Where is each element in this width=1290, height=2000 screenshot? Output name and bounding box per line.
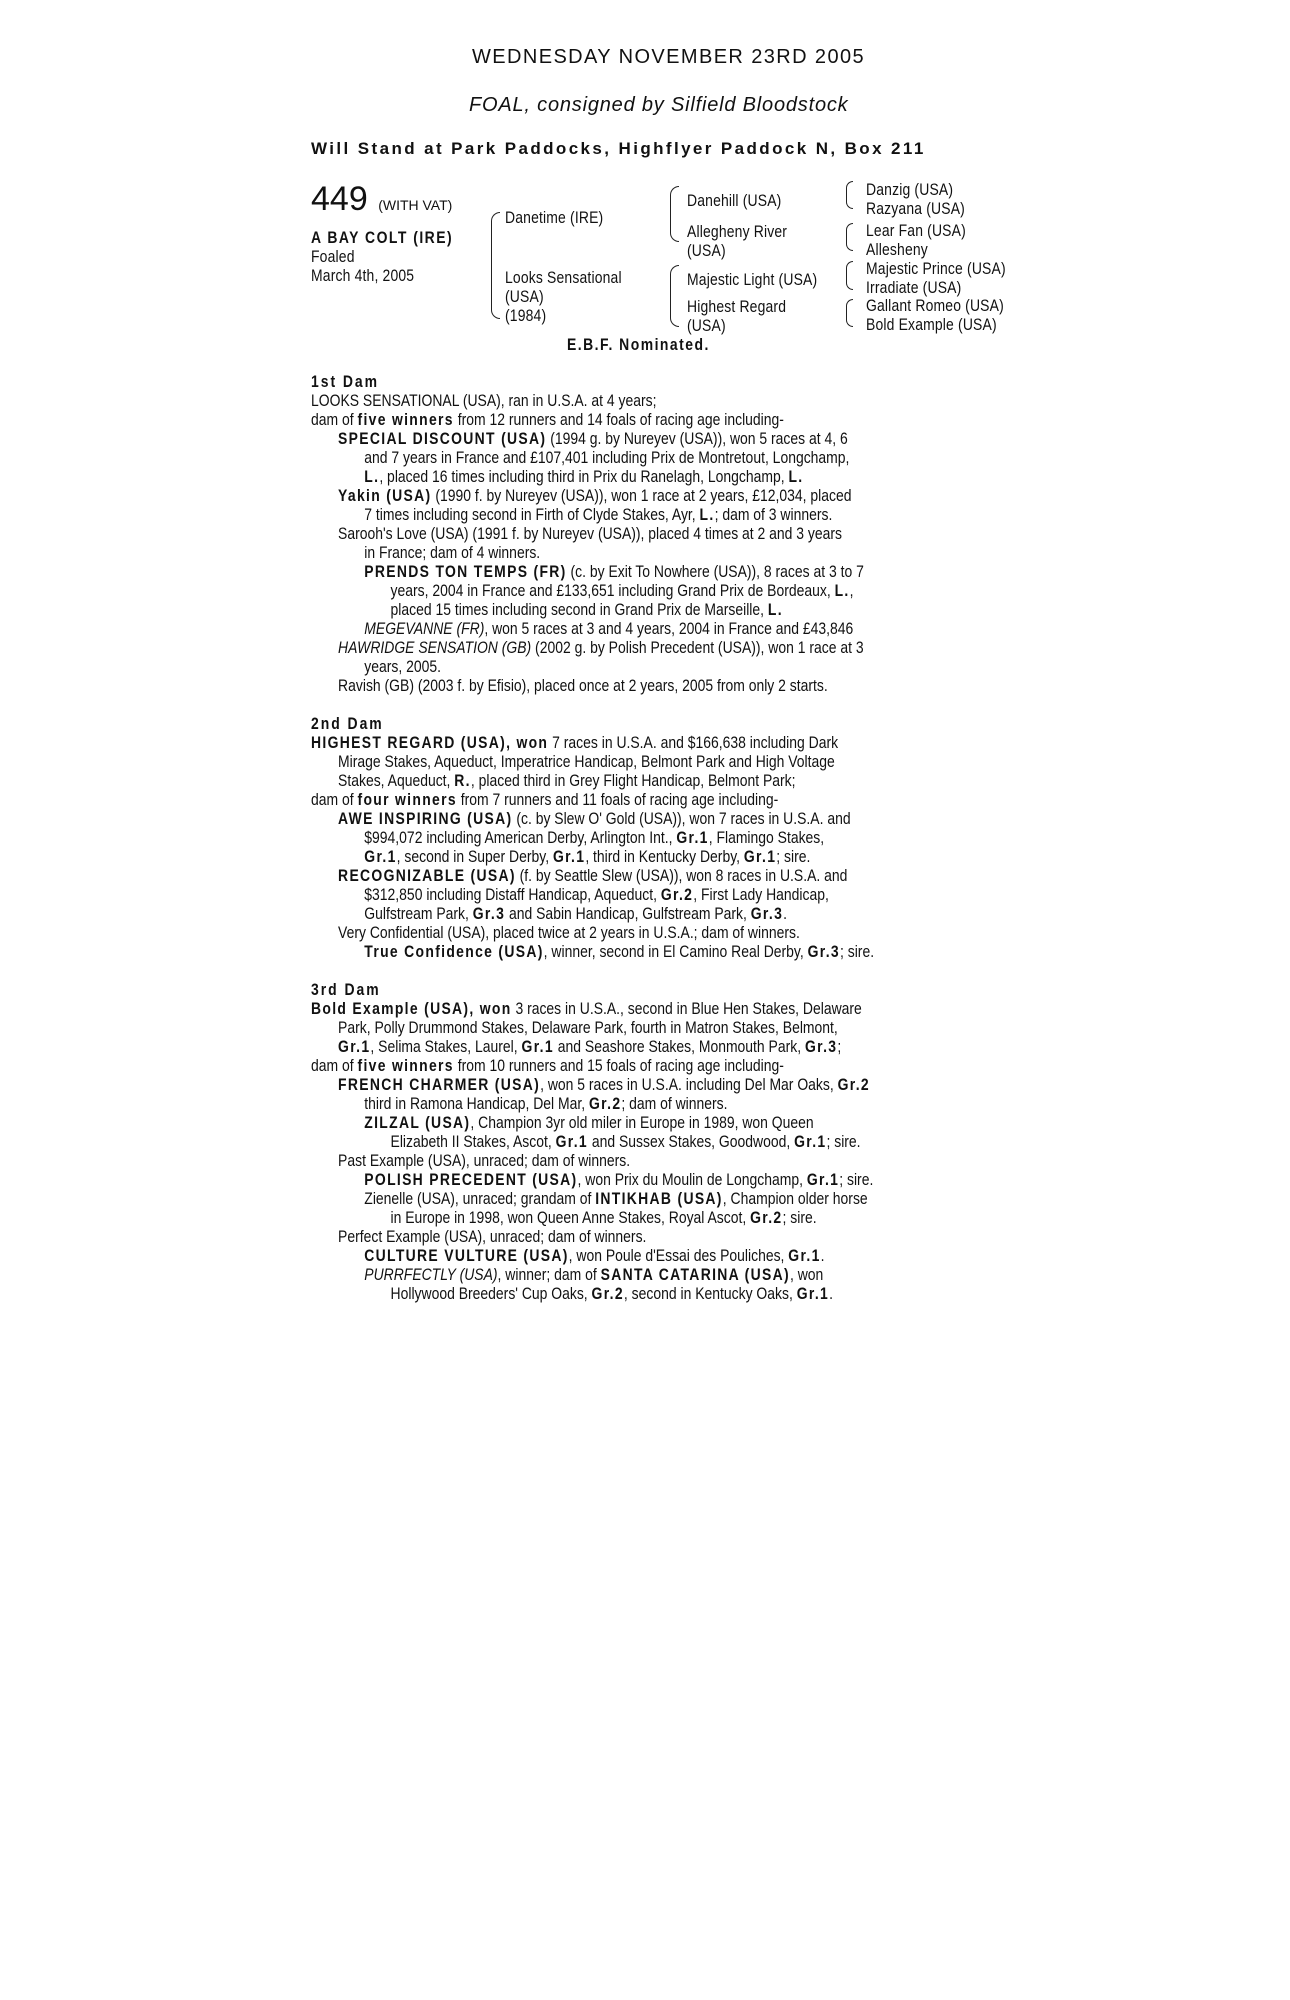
foaled-label: Foaled xyxy=(311,247,355,266)
first-dam-line: and 7 years in France and £107,401 including Prix de Montretout, Longchamp, xyxy=(364,448,850,467)
pedigree-dss: Majestic Prince (USA) xyxy=(866,259,1006,278)
pedigree-sss: Danzig (USA) xyxy=(866,180,954,199)
third-dam-line: FRENCH CHARMER (USA), won 5 races in U.S.A. including Del Mar Oaks, Gr.2 xyxy=(338,1075,870,1094)
first-dam-line: years, 2005. xyxy=(364,657,442,676)
first-dam-line: Sarooh's Love (USA) (1991 f. by Nureyev (USA)), placed 4 times at 2 and 3 years xyxy=(338,524,843,543)
third-dam-line: in Europe in 1998, won Queen Anne Stakes, Royal Ascot, Gr.2; sire. xyxy=(390,1208,817,1227)
pedigree-brace-dam xyxy=(670,265,679,327)
pedigree-dds: Gallant Romeo (USA) xyxy=(866,296,1004,315)
lot-description: A BAY COLT (IRE) xyxy=(311,228,454,247)
third-dam-line: CULTURE VULTURE (USA), won Poule d'Essai des Pouliches, Gr.1. xyxy=(364,1246,825,1265)
pedigree-sire-sire: Danehill (USA) xyxy=(687,191,782,210)
pedigree-sire-dam-line2: (USA) xyxy=(687,241,726,260)
first-dam-line: in France; dam of 4 winners. xyxy=(364,543,541,562)
second-dam-heading: 2nd Dam xyxy=(311,714,384,733)
third-dam-line: third in Ramona Handicap, Del Mar, Gr.2; dam of winners. xyxy=(364,1094,728,1113)
third-dam-line: Gr.1, Selima Stakes, Laurel, Gr.1 and Seashore Stakes, Monmouth Park, Gr.3; xyxy=(338,1037,842,1056)
first-dam-line: Yakin (USA) (1990 f. by Nureyev (USA)), won 1 race at 2 years, £12,034, placed xyxy=(338,486,852,505)
pedigree-brace-sire xyxy=(670,186,679,242)
first-dam-line: MEGEVANNE (FR), won 5 races at 3 and 4 years, 2004 in France and £43,846 xyxy=(364,619,854,638)
third-dam-line: Hollywood Breeders' Cup Oaks, Gr.2, second in Kentucky Oaks, Gr.1. xyxy=(390,1284,833,1303)
pedigree-sire: Danetime (IRE) xyxy=(505,208,604,227)
first-dam-line: placed 15 times including second in Grand Prix de Marseille, L. xyxy=(390,600,783,619)
pedigree-sdd: Allesheny xyxy=(866,240,928,259)
third-dam-line: ZILZAL (USA), Champion 3yr old miler in Europe in 1989, won Queen xyxy=(364,1113,814,1132)
first-dam-line: Ravish (GB) (2003 f. by Efisio), placed once at 2 years, 2005 from only 2 starts. xyxy=(338,676,828,695)
pedigree-sire-dam-line1: Allegheny River xyxy=(687,222,788,241)
pedigree-brace-sd xyxy=(846,223,853,251)
lot-number: 449 xyxy=(311,180,368,218)
pedigree-brace-dd xyxy=(846,299,853,327)
first-dam-line: dam of five winners from 12 runners and 14 foals of racing age including- xyxy=(311,410,784,429)
pedigree-ssd: Razyana (USA) xyxy=(866,199,965,218)
second-dam-line: HIGHEST REGARD (USA), won 7 races in U.S.A. and $166,638 including Dark xyxy=(311,733,839,752)
first-dam-line: PRENDS TON TEMPS (FR) (c. by Exit To Nowhere (USA)), 8 races at 3 to 7 xyxy=(364,562,864,581)
second-dam-line: Gulfstream Park, Gr.3 and Sabin Handicap, Gulfstream Park, Gr.3. xyxy=(364,904,788,923)
stand-location: Will Stand at Park Paddocks, Highflyer Paddock N, Box 211 xyxy=(311,139,926,158)
third-dam-line: Past Example (USA), unraced; dam of winners. xyxy=(338,1151,631,1170)
pedigree-dam-sire: Majestic Light (USA) xyxy=(687,270,818,289)
second-dam-line: $312,850 including Distaff Handicap, Aqueduct, Gr.2, First Lady Handicap, xyxy=(364,885,829,904)
second-dam-line: $994,072 including American Derby, Arlington Int., Gr.1, Flamingo Stakes, xyxy=(364,828,825,847)
first-dam-line: LOOKS SENSATIONAL (USA), ran in U.S.A. at 4 years; xyxy=(311,391,657,410)
first-dam-section xyxy=(311,372,1111,695)
pedigree-brace-ds xyxy=(846,261,853,290)
third-dam-line: Park, Polly Drummond Stakes, Delaware Park, fourth in Matron Stakes, Belmont, xyxy=(338,1018,838,1037)
second-dam-line: dam of four winners from 7 runners and 11 foals of racing age including- xyxy=(311,790,779,809)
pedigree-dam-line3: (1984) xyxy=(505,306,547,325)
second-dam-line: AWE INSPIRING (USA) (c. by Slew O' Gold (USA)), won 7 races in U.S.A. and xyxy=(338,809,851,828)
pedigree-dsd: Irradiate (USA) xyxy=(866,278,962,297)
third-dam-line: PURRFECTLY (USA), winner; dam of SANTA CATARINA (USA), won xyxy=(364,1265,824,1284)
first-dam-line: 7 times including second in Firth of Clyde Stakes, Ayr, L.; dam of 3 winners. xyxy=(364,505,833,524)
second-dam-line: Gr.1, second in Super Derby, Gr.1, third in Kentucky Derby, Gr.1; sire. xyxy=(364,847,811,866)
pedigree-brace-main xyxy=(491,212,500,319)
third-dam-line: Elizabeth II Stakes, Ascot, Gr.1 and Sussex Stakes, Goodwood, Gr.1; sire. xyxy=(390,1132,861,1151)
third-dam-line: POLISH PRECEDENT (USA), won Prix du Moulin de Longchamp, Gr.1; sire. xyxy=(364,1170,874,1189)
pedigree-dam-line2: (USA) xyxy=(505,287,544,306)
second-dam-line: True Confidence (USA), winner, second in El Camino Real Derby, Gr.3; sire. xyxy=(364,942,875,961)
foaled-date: March 4th, 2005 xyxy=(311,266,415,285)
ebf-nominated: E.B.F. Nominated. xyxy=(567,335,710,354)
second-dam-line: Stakes, Aqueduct, R., placed third in Grey Flight Handicap, Belmont Park; xyxy=(338,771,796,790)
third-dam-line: Zienelle (USA), unraced; grandam of INTIKHAB (USA), Champion older horse xyxy=(364,1189,868,1208)
third-dam-section xyxy=(311,980,1111,1303)
vat-label: (WITH VAT) xyxy=(378,197,453,213)
third-dam-line: dam of five winners from 10 runners and 15 foals of racing age including- xyxy=(311,1056,784,1075)
consignor-line: FOAL, consigned by Silfield Bloodstock xyxy=(469,94,849,116)
pedigree-ddd: Bold Example (USA) xyxy=(866,315,997,334)
third-dam-line: Perfect Example (USA), unraced; dam of winners. xyxy=(338,1227,647,1246)
pedigree-dam-dam-line1: Highest Regard xyxy=(687,297,787,316)
lot-number-block xyxy=(311,180,452,219)
second-dam-line: Mirage Stakes, Aqueduct, Imperatrice Handicap, Belmont Park and High Voltage xyxy=(338,752,835,771)
second-dam-line: RECOGNIZABLE (USA) (f. by Seattle Slew (USA)), won 8 races in U.S.A. and xyxy=(338,866,848,885)
second-dam-section xyxy=(311,714,1111,961)
pedigree-dam-dam-line2: (USA) xyxy=(687,316,726,335)
third-dam-heading: 3rd Dam xyxy=(311,980,381,999)
first-dam-line: L., placed 16 times including third in Prix du Ranelagh, Longchamp, L. xyxy=(364,467,804,486)
second-dam-line: Very Confidential (USA), placed twice at 2 years in U.S.A.; dam of winners. xyxy=(338,923,800,942)
third-dam-line: Bold Example (USA), won 3 races in U.S.A., second in Blue Hen Stakes, Delaware xyxy=(311,999,862,1018)
first-dam-line: years, 2004 in France and £133,651 including Grand Prix de Bordeaux, L., xyxy=(390,581,854,600)
pedigree-sds: Lear Fan (USA) xyxy=(866,221,966,240)
pedigree-dam-line1: Looks Sensational xyxy=(505,268,622,287)
pedigree-brace-ss xyxy=(846,181,853,209)
first-dam-line: SPECIAL DISCOUNT (USA) (1994 g. by Nureyev (USA)), won 5 races at 4, 6 xyxy=(338,429,848,448)
first-dam-heading: 1st Dam xyxy=(311,372,380,391)
sale-date: WEDNESDAY NOVEMBER 23RD 2005 xyxy=(472,46,866,68)
first-dam-line: HAWRIDGE SENSATION (GB) (2002 g. by Polish Precedent (USA)), won 1 race at 3 xyxy=(338,638,864,657)
